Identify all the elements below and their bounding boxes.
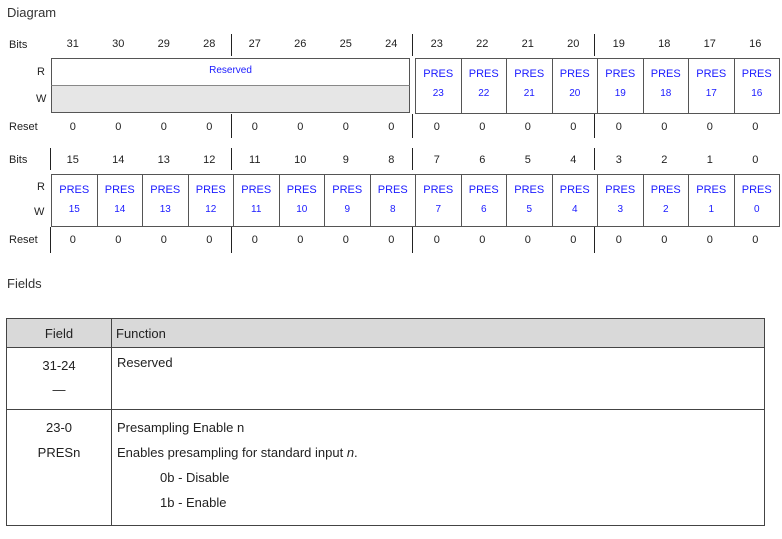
reset-value: 0 [342,234,349,246]
field-bit-index: 15 [68,204,80,215]
bit-number: 21 [521,38,534,50]
bit-divider [231,148,232,170]
reset-value: 0 [206,234,213,246]
field-bit-index: 22 [478,88,490,99]
bit-number: 4 [570,154,577,166]
bit-number: 26 [294,38,307,50]
reset-value: 0 [251,121,258,133]
bit-number: 14 [112,154,125,166]
field-name: PRES [468,184,499,196]
bit-number: 25 [339,38,352,50]
reset-value: 0 [752,121,759,133]
field-bit-index: 8 [389,204,396,215]
reset-value: 0 [706,234,713,246]
bit-number: 1 [706,154,713,166]
field-name: PRES [514,184,545,196]
bit-number: 29 [157,38,170,50]
bit-number: 17 [703,38,716,50]
field-bit-index: 10 [296,204,308,215]
reset-label: Reset [9,234,38,246]
bit-number: 20 [567,38,580,50]
description-variable: n [346,445,355,460]
field-bit-index: 17 [705,88,717,99]
pres-field [370,174,417,227]
pres-field [188,174,235,227]
reset-label: Reset [9,121,38,133]
pres-field [688,174,735,227]
bit-number: 30 [112,38,125,50]
field-bit-index: 3 [617,204,624,215]
description-text: Enables presampling for standard input [117,445,347,460]
bit-number: 12 [203,154,216,166]
pres-field [552,58,599,114]
field-name: PRES [559,184,590,196]
bit-number: 23 [430,38,443,50]
table-header [7,319,765,348]
field-bits: 23-0 [45,420,73,435]
pres-field [597,58,644,114]
bit-number: 6 [479,154,486,166]
reserved-write-area [51,86,410,113]
field-name: PRES [195,184,226,196]
pres-field [506,174,553,227]
reset-value: 0 [524,234,531,246]
field-bit-index: 6 [480,204,487,215]
reset-value: 0 [115,234,122,246]
field-bit-index: 23 [432,88,444,99]
field-name: PRES [423,68,454,80]
bit-number: 22 [476,38,489,50]
field-bit-index: 9 [344,204,351,215]
reset-value: 0 [570,234,577,246]
header-function: Function [112,319,765,348]
field-name: — [52,382,66,397]
field-name: PRES [59,184,90,196]
field-bit-index: 13 [159,204,171,215]
table-row [7,410,765,526]
field-name: PRES [741,68,772,80]
reserved-field: Reserved [51,58,410,86]
field-name: PRES [150,184,181,196]
bit-number: 19 [612,38,625,50]
table-row [7,348,765,410]
description-suffix: . [354,445,358,460]
reset-value: 0 [342,121,349,133]
reset-value: 0 [69,234,76,246]
bit-number: 28 [203,38,216,50]
pres-field [233,174,280,227]
bit-divider [594,114,595,138]
pres-field [461,174,508,227]
option-disable: 0b - Disable [160,470,230,485]
bit-divider [412,114,413,138]
pres-field [461,58,508,114]
bit-number: 3 [615,154,622,166]
bit-divider [594,227,595,253]
header-field: Field [7,319,112,348]
bit-number: 8 [388,154,395,166]
reset-value: 0 [160,121,167,133]
field-name: PRES [696,68,727,80]
pres-field [324,174,371,227]
bit-number: 11 [249,154,261,166]
field-name: PRES [650,184,681,196]
field-bit-index: 7 [435,204,442,215]
pres-field [734,58,781,114]
reset-value: 0 [615,121,622,133]
reset-value: 0 [433,121,440,133]
field-name: PRESn [37,445,81,460]
field-bit-index: 21 [523,88,535,99]
reset-value: 0 [206,121,213,133]
pres-field [97,174,144,227]
field-bit-index: 1 [708,204,715,215]
field-name: PRES [104,184,135,196]
bit-number: 7 [433,154,440,166]
option-enable: 1b - Enable [160,495,227,510]
bit-divider [594,148,595,170]
reset-value: 0 [433,234,440,246]
field-name: PRES [559,68,590,80]
field-bit-index: 0 [753,204,760,215]
field-bit-index: 12 [205,204,217,215]
w-label: W [34,206,45,218]
w-label: W [36,93,47,105]
bit-number: 2 [661,154,668,166]
field-cell [7,410,112,526]
bit-divider [50,227,51,253]
field-bit-index: 18 [660,88,672,99]
bit-number: 27 [248,38,261,50]
function-cell [112,348,765,410]
reset-value: 0 [297,121,304,133]
reset-value: 0 [752,234,759,246]
function-description [117,445,764,460]
r-label: R [37,181,45,193]
field-name: PRES [423,184,454,196]
reset-value: 0 [388,234,395,246]
pres-field [142,174,189,227]
pres-field [51,174,98,227]
bit-divider [594,34,595,56]
pres-field [415,58,462,114]
field-bit-index: 19 [614,88,626,99]
reset-value: 0 [297,234,304,246]
reset-value: 0 [615,234,622,246]
field-name: PRES [514,68,545,80]
pres-field [415,174,462,227]
bit-divider [50,148,51,170]
field-bits: 31-24 [42,358,76,373]
bit-divider [412,148,413,170]
reset-value: 0 [479,121,486,133]
field-bit-index: 4 [571,204,578,215]
reset-value: 0 [706,121,713,133]
field-bit-index: 20 [569,88,581,99]
reset-value: 0 [388,121,395,133]
bits-label: Bits [9,154,28,166]
field-cell [7,348,112,410]
bit-number: 9 [342,154,349,166]
reset-value: 0 [69,121,76,133]
bit-number: 16 [749,38,762,50]
pres-field [643,174,690,227]
pres-field [279,174,326,227]
reset-value: 0 [570,121,577,133]
field-bit-index: 2 [662,204,669,215]
r-label: R [37,66,45,78]
reset-value: 0 [479,234,486,246]
bit-number: 5 [524,154,531,166]
diagram-title: Diagram [7,5,57,20]
bit-number: 0 [752,154,759,166]
bit-number: 24 [385,38,398,50]
field-name: PRES [696,184,727,196]
field-name: PRES [377,184,408,196]
bit-divider [231,227,232,253]
field-bit-index: 14 [114,204,126,215]
pres-field [643,58,690,114]
field-name: PRES [650,68,681,80]
field-name: PRES [605,68,636,80]
field-name: PRES [332,184,363,196]
function-text: Reserved [117,355,173,370]
field-bit-index: 16 [751,88,763,99]
reset-value: 0 [524,121,531,133]
field-bit-index: 5 [526,204,533,215]
bits-label: Bits [9,39,28,51]
field-name: PRES [241,184,272,196]
pres-field [734,174,781,227]
pres-field [506,58,553,114]
bit-divider [231,114,232,138]
bit-divider [412,227,413,253]
reset-value: 0 [661,234,668,246]
function-title: Presampling Enable n [117,420,245,435]
bit-number: 18 [658,38,671,50]
bit-number: 15 [66,154,79,166]
fields-table [6,318,765,526]
fields-title: Fields [7,276,42,291]
bit-number: 10 [294,154,307,166]
field-name: PRES [286,184,317,196]
pres-field [688,58,735,114]
bit-number: 31 [66,38,79,50]
pres-field [597,174,644,227]
reset-value: 0 [251,234,258,246]
bit-divider [412,34,413,56]
field-name: PRES [468,68,499,80]
reset-value: 0 [115,121,122,133]
pres-field [552,174,599,227]
field-name: PRES [741,184,772,196]
field-name: PRES [605,184,636,196]
bit-number: 13 [157,154,170,166]
function-cell [112,410,765,526]
field-bit-index: 11 [251,204,262,215]
bit-divider [231,34,232,56]
reset-value: 0 [160,234,167,246]
reset-value: 0 [661,121,668,133]
